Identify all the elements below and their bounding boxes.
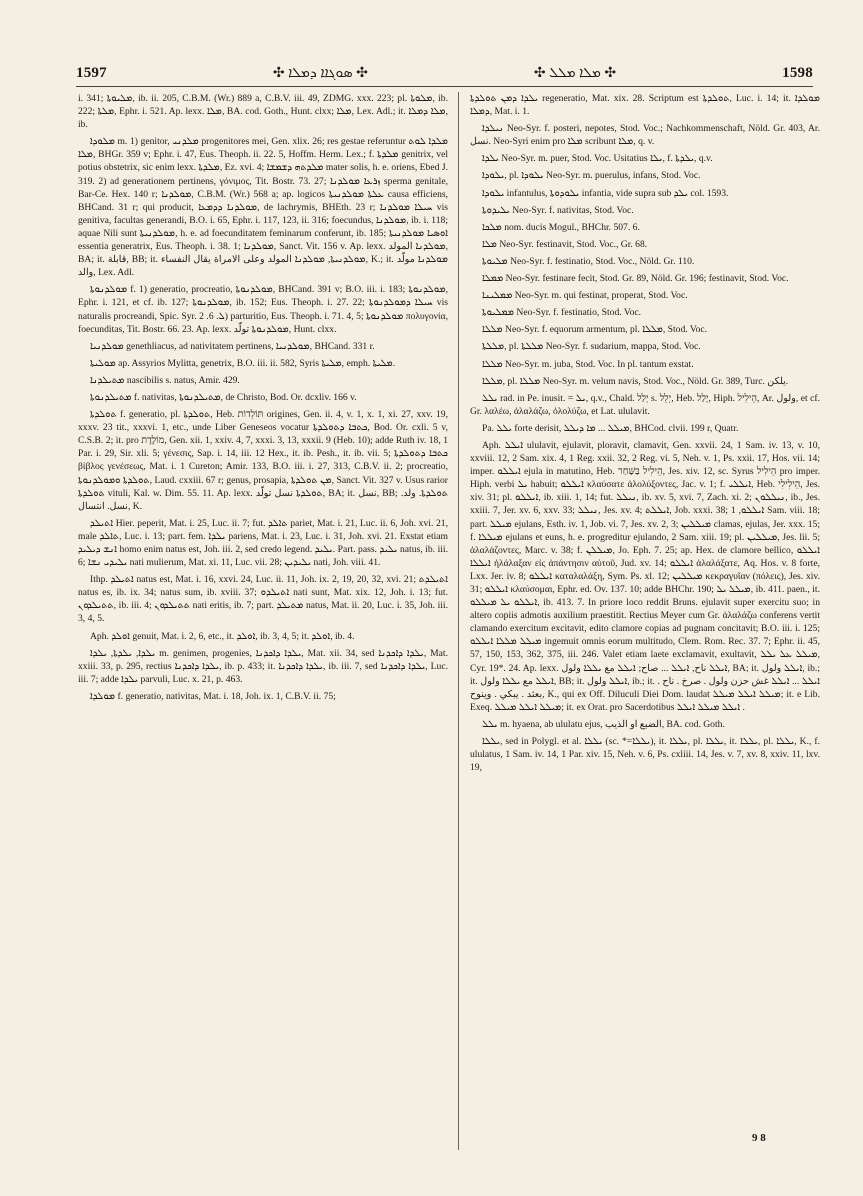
left-running-title: ✣ ܣܘܓܐܐ ܕܡܠܐ ✣ [272, 65, 368, 81]
entry-paragraph: ܢܝܠܕܐ Neo-Syr. f. posteri, nepotes, Stod. Voc.; Nachkommenschaft, Nöld. Gr. 403, Ar. نسل. Neo-Syri enim pro ܡܠܐ scribunt ܡܠܐ, q. v. [470, 123, 820, 148]
entry-paragraph: ܡܠܠܐ Neo-Syr. m. juba, Stod. Voc. In pl. tantum exstat. [482, 358, 694, 370]
entry-paragraph: ܐܬܝܠܕ Hier. peperit, Mat. i. 25, Luc. ii. 7; fut. ܬܐܠܕ pariet, Mat. i. 21, Luc. ii. 6, Joh. xvi. 21, male ܬܐܠܕ, Luc. i. 13; part. fem. ܝܠܕܐ pariens, Mat. i. 23, Luc. i. 31, Joh. xvi. 21. Exstat etiam ܐܢܫ ܕܝܠܝܕ homo enim natus est, Joh. iii. 2, sed credo legend. ܝܠܝܕ. Part. pass. ܝܠܝܕ natus, ib. iii. 6; ܝܠܝܕܝ ܢܫܐ nati mulierum, Mat. xi. 11, Luc. vii. 28; ܝܠܝܕܝܢ nati, Joh. viii. 41. [78, 517, 449, 569]
right-page-number: 1598 [782, 64, 813, 81]
entry-paragraph: ܡܡܠܝܘܬܐ Neo-Syr. f. festinatio, Stod. Voc. [482, 307, 642, 319]
entry-paragraph: ܡܠܘܕܐ m. 1) genitor, ܡܠܕܢܝ progenitores mei, Gen. xlix. 26; res gestae referuntur ܡܠܕܐ ܠܘܬ ܡܠܐ, BHGr. 359 v; Ephr. i. 47, Eus. Theoph. ii. 22. 5, Hoffm. Herm. Lex.; f. ܡܠܕܬܐ genitrix, vel potius obstetrix, sic enim lexx. ܡܠܕܬܐ, Ez. xvi. 4; ܡܠܕܬܗ ܕܫܡܫܐ mater solis, h. e. oriens, Ebed J. 319. 2) ad generationem pertinens, γόνιμος, Tit. Bostr. 73. 27; ܙܪܥܐ ܡܘܠܕܢܐ sperma genitale, Bar-Ce. Hex. 140 r; ܡܘܠܕܢܐ, C.B.M. (Wr.) 568 a; ap. logicos ܥܠܬܐ ܡܘܠܕܢܝܬܐ causa efficiens, BHCand. 31 r; qui producit, ܡܘܠܕܢܐ ܕܕܡܥܐ, de lachrymis, BHEth. 23 r; ܚܝܠܐ ܡܘܠܕܢܐ vis genitiva, facultas generandi, B.O. i. 65, Ephr. i. 117, 123, ii. 316; foecundus, ܡܘܠܕܢܐ, ib. i. 118; aquae Nili sunt ܡܘܠܕܢܝܬܐ, h. e. ad foecunditatem feminarum conferunt, ib. 185; ܐܘܣܝܐ ܡܘܠܕܢܝܬܐ essentia generatrix, Eus. Theoph. i. 38. 1; ܡܘܠܕܢܐ, Sanct. Vit. 156 v. Ap. lexx. ܡܘܠܕܢܐ المولد, BA; it. قابلة, BB; it. ܡܘܠܕܢܝܬܐ, ܡܘܠܕܢܐ المولد وعلى الامراة يقال النفساء, K.; it. ܡܘܠܕܢܐ مولّد والد, Lex. Adl. [78, 136, 449, 279]
entry-paragraph: ܝܠܠܐ, sed in Polygl. et al. ܝܠܠܐ (sc. *=ܝܠܠܐ), it. ܝܠܠܐ, pl. ܝܠܠܐ, it. ܝܠܠܐ, pl. ܝܠܠܐ, K., f. ululatus, 1 Sam. iv. 14, 1 Par. xiv. 15, Neh. v. 6, Ps. cxliii. 14, Jes. v. 7, xv. 8, xxiv. 11, lxv. 19, [470, 736, 820, 774]
page-header [76, 60, 813, 86]
entry-paragraph: ܡܠܠܐ Neo-Syr. f. equorum armentum, pl. ܡܠܠܐ, Stod. Voc. [482, 324, 708, 336]
entry-paragraph: ܝܠܘܕܐ infantulus, ܝܠܘܕܘܬܐ infantia, vide supra sub ܝܠܕ col. 1593. [482, 187, 729, 199]
entry-paragraph: Aph. ܐܝܠܠ ululavit, ejulavit, ploravit, clamavit, Gen. xxvii. 24, 1 Sam. iv. 13, v. 10, xxviii. 12, 2 Sam. xix. 4, 1 Reg. xxii. 32, 2 Reg. vi. 5, Neh. v. 1, Ps. xxii. 17, Hos. vii. 14; imper. ܐܝܠܠܘ ejula in matutino, Heb. הֵילִיל בַּשַּׁחַר, Jes. xiv. 12, sc. Syrus הֵילִיל pro imper. Hiph. verbi ܝܠ habuit; ܐܝܠܠܘ κλαύσατε ἀλολύξοντες, Jac. v. 1; f. ܐܝܠܠܝ, Heb. הֵילִילִי, Jes. xiv. 31; pl. ܐܝܠܠܘ, ib. xiii. 1, 14; fut. ܢܝܠܠ, ib. xv. 5, xvi. 7, Zach. xi. 2; ܢܝܠܠܘܢ, ib., Jes. xxiii. 7, Jer. xv. 6, xxv. 33; ܢܝܠܠ, Jes. xv. 4; ܐܝܠܠܬ, Job. xxxi. 38; ܐܝܠܠܘ, 1 Sam. viii. 18; part. ܡܝܠܠ ejulans, Esth. iv. 1, Job. vi. 7, Jes. xv. 2, 3; ܡܝܠܠܝܢ clamas, ejulas, Jer. xxx. 15; f. ܡܝܠܠܐ ejulans et euns, h. e. progreditur ejulando, 2 Sam. xiii. 19; pl. ܡܝܠܠܝܢ, Jes. lii. 5; ἀλαλάζοντες, Marc. v. 38; f. ܡܝܠܠܢ, Jo. Eph. 7. 25; ap. Hex. de clamore bellico, ܐܝܠܠܘ ܐܝܠܠܐ ἠλάλαξαν εἰς ἀπάντησιν αὐτοῦ, Jud. xv. 14; ܐܝܠܠܘ ἀλαλάξατε, Aq. Hos. v. 8 forte, Lxx. Jer. iv. 8; ܐܝܠܠܘ καταλαλάξη, Sym. Ps. xl. 12; ܡܝܠܠܝܢ κεκραγυῖαν (πόλεις), Jes. xiv. 31; ܐܝܠܠܘ κλαύσομαι, Ephr. ed. Ov. 137. 10; adde BHChr. 190; ܡܝܠܠ ܝܠ, ib. 411. paen., it. ܐܝܠܠܘ ܝܠ ܡܝܠܠܘ, ib. 413. 7. In priore loco reddit Bruns. ejulavit super exercitu suo; in altero copiis admotis auxilium praestitit. Rectius Meyer cum Gr. ἀλαλάζω conferens vertit clamando exercitum excitavit, edito clamore copias ad pugnam concitavit; B.O. iii. i. 125; ܡܝܠܠ ܡܠܠܐ ܐܝܠܠܘ ingemuit omnis eorum multitudo, Clem. Rom. Rec. 37. 7; Ephr. ii. 45, 57, 150, 153, 362, 375, iii. 246. Valet etiam laete exclamavit, exultavit, ܡܝܠܠ ܥܠ ܝܠܠ, Cyr. 19*. 24. Ap. lexx. ܐܝܠܠ ناح, ܐܝܠܠ ... صاح; ܐܝܠܠ مع ܝܠܠܐ ولول, BA; it. ܐܝܠܠ ولول, ib.; it. ܐܝܠܠ مع ܝܠܠܐ ولول, BB; it. ܐܝܠܠ ولول, ib.; it. ܐܝܠܠ ... ܐܝܠܠ غش حزن ولول . صرخ . ناح . بعثد . يبكي . وينوح, K., qui ex Off. Diluculi Diei Dom. laudat ܡܝܠܠ ܐܝܠܠ ܡܝܠܠ; it. e Lib. Exeq. ܡܝܠܠ ܐܝܠܠ ܡܝܠܠ; it. ex Orat. pro Sacerdotibus ܐܝܠܠ ܡܝܠܠ ܐܝܠܠ . [470, 439, 821, 713]
entry-paragraph: ܡܡܠܝܢܐ Neo-Syr. m. qui festinat, properat, Stod. Voc. [482, 290, 688, 302]
right-column [470, 92, 820, 778]
entry-paragraph: Aph. ܐܘܠܕ genuit, Mat. i. 2, 6, etc., it. ܐܘܠܕ, ib. 3, 4, 5; it. ܐܘܠܕ, ib. 4. [90, 630, 355, 642]
entry-paragraph: ܡܬܝܠܕܢܘܬܐ f. nativitas, ܡܬܝܠܕܢܘܬܐ, de Christo, Bod. Or. dcxliv. 166 v. [90, 391, 357, 403]
entry-paragraph: ܡܠܝܘܬܐ Neo-Syr. f. festinatio, Stod. Voc., Nöld. Gr. 110. [482, 255, 695, 267]
entry-paragraph: ܡܘܠܕܢܘܬܐ f. 1) generatio, procreatio, ܡܘܠܕܢܘܬܐ, BHCand. 391 v; B.O. iii. i. 183; ܡܘܠܕܢܘܬܐ, Ephr. i. 121, et cf. ib. 127; ܡܘܠܕܢܘܬܐ, ib. 152; Eus. Theoph. i. 27. 22; ܚܝܠܐ ܕܡܘܠܕܢܘܬܐ vis naturalis procreandi, Spic. Syr. ܠ. 6. 2) parturitio, Eus. Theoph. i. 71. 4, 5; ܡܘܠܕܢܘܬܐ πολυγονία, foecunditas, Tit. Bostr. 66. 23. Ap. lexx. ܡܘܠܕܢܘܬܐ تولّد, Hunt. clxx. [78, 284, 449, 335]
entry-paragraph: i. 341; ܡܠܝܘܬܐ, ib. ii. 205, C.B.M. (Wr.) 889 a, C.B.V. iii. 49, ZDMG. xxx. 223; pl. ܡܠܘܬܐ, ib. 222; ܡܠܬܐ, Ephr. i. 521. Ap. lexx. ܡܠܐ, BA. cod. Goth., Hunt. clxx; ܡܠܐ, Lex. Adl.; it. ܡܠܐ ܕܡܠܐ, ib. [78, 93, 449, 131]
entry-paragraph: ܡܠܟܐ nom. ducis Mogul., BHChr. 507. 6. [482, 221, 640, 233]
entry-paragraph: ܝܠܝܕܘܬܐ Neo-Syr. f. nativitas, Stod. Voc. [482, 204, 634, 216]
entry-paragraph: ܝܠܠ rad. in Pe. inusit. = ܝܠ, q.v., Chald. יְלַל s. יְלֵל, Heb. יָלַל, Hiph. הֵילִיל, Ar. ولول, et cf. Gr. λαλέω, ἀλαλάζω, ὀλολύζω, et Lat. ululavit. [470, 392, 821, 417]
entry-paragraph: ܝܠܘܕܐ, pl. ܝܠܘܕܐ Neo-Syr. m. puerulus, infans, Stod. Voc. [482, 170, 701, 182]
signature-mark: 9 8 [752, 1132, 766, 1144]
entry-paragraph: ܡܡܠܐ Neo-Syr. festinare fecit, Stod. Gr. 89, Nöld. Gr. 196; festinavit, Stod. Voc. [482, 273, 789, 285]
entry-paragraph: ܝܠܕܐ Neo-Syr. m. puer, Stod. Voc. Usitatius ܝܠܐ, f. ܝܠܕܬܐ, q.v. [482, 153, 713, 165]
entry-paragraph: ܬܘܠܕܬܐ f. generatio, pl. ܬܘܠܕܬܐ, Heb. תּוֹלְדוֹת origines, Gen. ii. 4, v. 1, x. 1, xi. 27, xxv. 19, xxxv. 23 tit., xxxvi. 1, etc., unde Liber Geneseos vocatur ܟܬܒܐ ܕܬܘܠܕܬܐ, Bod. Or. cxli. 5 v, C.S.B. 2; it. pro מוֹלֶדֶת, Gen. xii. 1, xxiv. 4, 7, xxxi. 3, 13, xxxii. 9 (Heb. 10); adde Ruth iv. 18, 1 Par. i. 29, Sir. xli. 5; γένεσις, Sap. i. 14, iii. 12 Hex., it. ib. Pesh., it. ib. vii. 5; ܟܬܒܐ ܕܬܘܠܕܬܐ βίβλος γενέσεως, Mat. i. 1 Cureton; Amir. 133, B.O. iii. i. 27, 313, C.B.V. ii. 2; procreatio, ܬܘܠܕܬܐ ܘܡܘܠܕܢܘܬܐ, Laud. cxxiii. 67 r; genus, prosapia, ܡܢ ܬܘܠܕܬܐ, Sanct. Vit. 327 v. Usus rarior ܬܘܠܕܬܐ vituli, Kal. w. Dim. 55. 11. Ap. lexx. ܬܘܠܕܬܐ نسل تولّد, BA; it. نسل, BB; ܬܘܠܕܬܐ. ولد. نسل. انتسال, K. [78, 409, 449, 512]
entry-paragraph: ܡܘܠܕܢܝܐ genethliacus, ad nativitatem pertinens, ܡܘܠܕܢܝܐ, BHCand. 331 r. [90, 340, 375, 352]
right-running-title: ✣ ܡܠܐ ܡܠܠ ✣ [533, 65, 617, 81]
left-column [78, 92, 448, 707]
entry-paragraph: Pa. ܝܠܠ forte derisit, ܡܝܠܠ ... ܡܐ ܕܝܠܠ, BHCod. clvii. 199 r, Quatr. [482, 422, 739, 434]
entry-paragraph: ܡܠܐ Neo-Syr. festinavit, Stod. Voc., Gr. 68. [482, 238, 648, 250]
entry-paragraph: Ithp. ܐܬܝܠܕ natus est, Mat. i. 16, xxvi. 24, Luc. ii. 11, Joh. ix. 2, 19, 20, 32, xvi. 21; ܐܬܝܠܕܬ natus es, ib. ix. 34; natus sum, ib. xviii. 37; ܐܬܝܠܕܘ nati sunt, Mat. xix. 12, Joh. i. 13; fut. ܬܬܝܠܕܘܢ, ib. iii. 4; ܬܬܝܠܕܘܢ nati eritis, ib. 7; part. ܡܬܝܠܕ natus, Mat. ii. 20, Luc. i. 35, Joh. iii. 3, 4, 5. [78, 574, 448, 625]
left-page-number: 1597 [76, 64, 107, 81]
column-divider [458, 92, 459, 1150]
entry-paragraph: ܡܘܠܕܐ f. generatio, nativitas, Mat. i. 18, Joh. ix. 1, C.B.V. ii. 75; [90, 690, 336, 702]
header-rule [76, 86, 813, 87]
entry-paragraph: ܡܠܠܬܐ, pl. ܡܠܠܬܐ Neo-Syr. f. sudarium, mappa, Stod. Voc. [482, 341, 701, 353]
entry-paragraph: ܝܠܕܐ ܕܡܢ ܬܘܠܕܬܐ regeneratio, Mat. xix. 28. Scriptum est ܬܘܠܕܬܐ, Luc. i. 14; it. ܡܘܠܕܐ ܕܡܠܐ, Mat. i. 1. [470, 93, 820, 118]
entry-paragraph: ܡܬܝܠܕܢܐ nascibilis s. natus, Amir. 429. [90, 374, 240, 386]
entry-paragraph: ܡܘܠܝܬܐ ap. Assyrios Mylitta, genetrix, B.O. iii. ii. 582, Syris ܡܠܝܬܐ, emph. ܡܠܝܬܐ. [90, 357, 396, 369]
entry-paragraph: ܝܠܕܐ, ܝܠܕܬܐ, ܝܠܕܐ m. genimen, progenies, ܝܠܕܐ ܕܐܟܕܢܐ, Mat. xii. 34, sed ܝܠܕܐ ܕܐܟܕܢܐ, Mat. xxiii. 33, p. 295, rectius ܝܠܕܐ ܕܐܟܕܢܐ, ib. p. 433; it. ܝܠܕܐ ܕܐܟܕܢܐ, ib. iii. 7, sed ܝܠܕܐ ܕܐܟܕܢܐ, Luc. iii. 7; adde ܝܠܕܐ parvuli, Luc. x. 21, p. 463. [78, 647, 448, 685]
entry-paragraph: ܡܠܠܐ, pl. ܡܠܠܐ Neo-Syr. m. velum navis, Stod. Voc., Nöld. Gr. 389, Turc. يلكن. [482, 375, 789, 387]
entry-paragraph: ܝܠܠ m. hyaena, ab ululatu ejus, الضبع او الذيب, BA. cod. Goth. [482, 718, 725, 730]
